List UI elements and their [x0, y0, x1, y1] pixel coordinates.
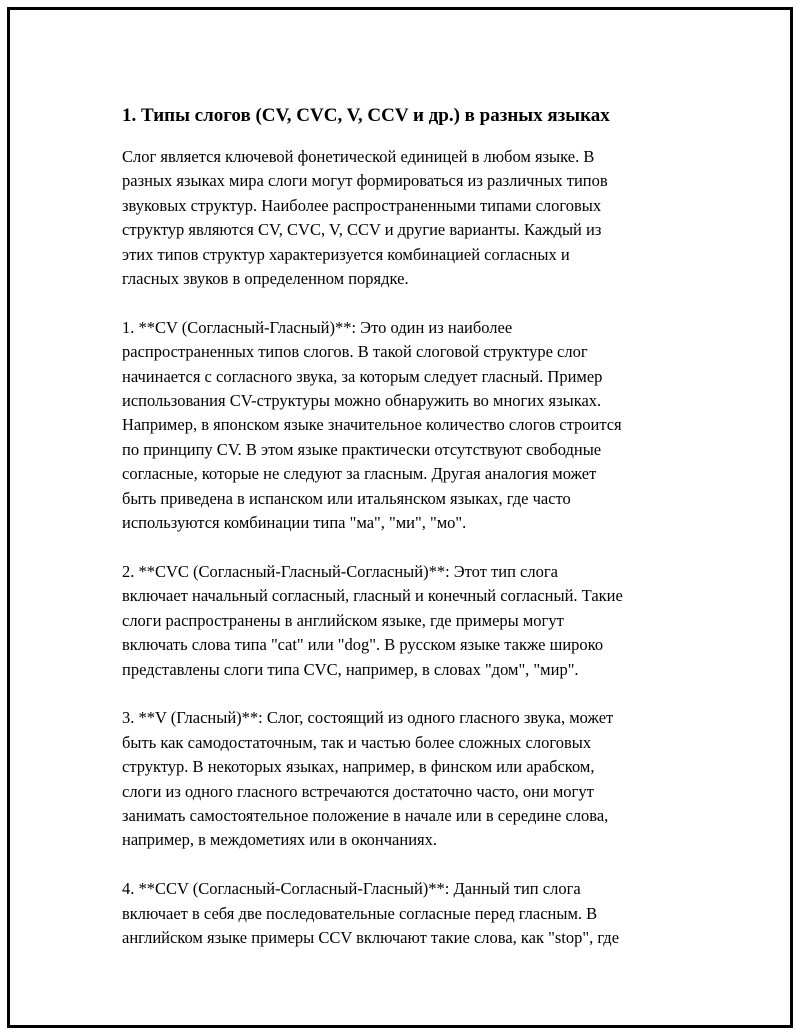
text-line: по принципу CV. В этом языке практически отсутствуют свободные	[122, 439, 602, 459]
paragraph	[122, 560, 692, 682]
text-line: структур являются CV, CVC, V, CCV и другие варианты. Каждый из	[122, 220, 602, 240]
text-line: включает в себя две последовательные согласные перед гласным. В	[122, 903, 598, 923]
text-line: используются комбинации типа "ма", "ми", "мо".	[122, 513, 467, 533]
text-line: этих типов структур характеризуется комбинацией согласных и	[122, 244, 570, 264]
text-line: 2. **CVC (Согласный-Гласный-Согласный)**: Этот тип слога	[122, 561, 558, 581]
text-line: например, в междометиях или в окончаниях.	[122, 830, 437, 850]
text-line: быть приведена в испанском или итальянском языках, где часто	[122, 488, 571, 508]
text-line: звуковых структур. Наиболее распространенными типами слоговых	[122, 195, 602, 215]
text-line: согласные, которые не следуют за гласным. Другая аналогия может	[122, 464, 597, 484]
text-line: Например, в японском языке значительное количество слогов строится	[122, 415, 622, 435]
text-line: 1. **CV (Согласный-Гласный)**: Это один из наиболее	[122, 317, 513, 337]
text-line: 3. **V (Гласный)**: Слог, состоящий из одного гласного звука, может	[122, 708, 614, 728]
paragraph-list	[122, 145, 692, 950]
text-line: 4. **CCV (Согласный-Согласный-Гласный)**: Данный тип слога	[122, 879, 581, 899]
text-line: представлены слоги типа CVC, например, в словах "дом", "мир".	[122, 659, 579, 679]
text-line: включает начальный согласный, гласный и конечный согласный. Такие	[122, 586, 623, 606]
text-line: английском языке примеры CCV включают такие слова, как "stop", где	[122, 927, 620, 947]
text-line: структур. В некоторых языках, например, в финском или арабском,	[122, 757, 595, 777]
text-line: использования CV-структуры можно обнаружить во многих языках.	[122, 391, 602, 411]
text-line: занимать самостоятельное положение в начале или в середине слова,	[122, 805, 609, 825]
page-frame	[7, 7, 793, 1028]
paragraph	[122, 316, 692, 536]
text-line: слоги из одного гласного встречаются достаточно часто, они могут	[122, 781, 594, 801]
text-line: быть как самодостаточным, так и частью более сложных слоговых	[122, 732, 592, 752]
text-line: включать слова типа "cat" или "dog". В русском языке также широко	[122, 635, 604, 655]
section-heading: 1. Типы слогов (CV, CVC, V, CCV и др.) в разных языках	[122, 105, 610, 126]
paragraph	[122, 877, 692, 950]
paragraph	[122, 145, 692, 291]
text-line: разных языках мира слоги могут формироваться из различных типов	[122, 171, 608, 191]
text-line: начинается с согласного звука, за которым следует гласный. Пример	[122, 366, 603, 386]
text-line: гласных звуков в определенном порядке.	[122, 269, 409, 289]
text-line: Слог является ключевой фонетической единицей в любом языке. В	[122, 147, 595, 166]
paragraph	[122, 706, 692, 852]
text-line: слоги распространены в английском языке, где примеры могут	[122, 610, 564, 630]
text-line: распространенных типов слогов. В такой слоговой структуре слог	[122, 342, 588, 362]
document-body	[122, 98, 692, 975]
